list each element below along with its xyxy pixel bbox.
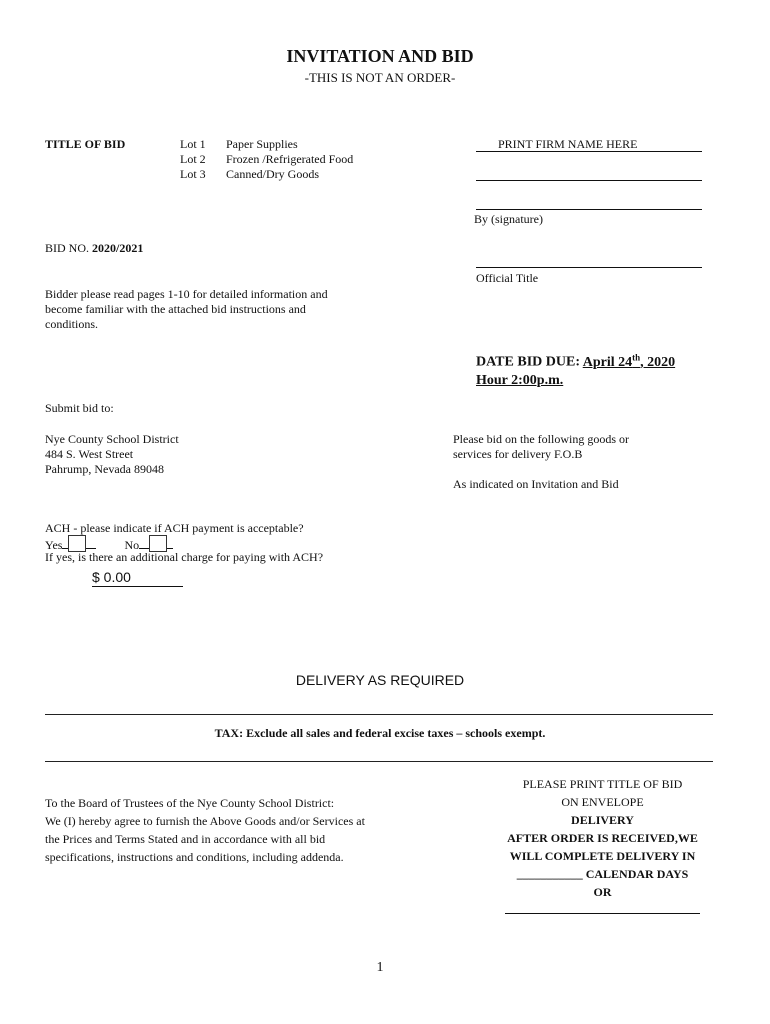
lots-table (180, 137, 353, 182)
agreement-line: specifications, instructions and conditions, including addenda. (45, 850, 344, 864)
date-bid-due (476, 348, 675, 390)
lot-number: Lot 1 (180, 137, 206, 151)
title-of-bid-label: TITLE OF BID (45, 137, 126, 151)
ach-charge-question: If yes, is there an additional charge for paying with ACH? (45, 550, 324, 564)
agreement-line: We (I) hereby agree to furnish the Above Goods and/or Services at (45, 814, 365, 828)
official-title-label: Official Title (476, 271, 539, 285)
delivery-terms-block (490, 775, 715, 901)
lot-number: Lot 3 (180, 167, 206, 181)
address-line: Nye County School District (45, 432, 179, 446)
calendar-days-field[interactable]: ___________ CALENDAR DAYS (516, 867, 689, 881)
print-firm-name-label: PRINT FIRM NAME HERE (498, 137, 638, 151)
delivery-line: WILL COMPLETE DELIVERY IN (509, 849, 696, 863)
address-line: Pahrump, Nevada 89048 (45, 462, 164, 476)
firm-name-line[interactable] (476, 151, 702, 152)
bid-number (45, 241, 143, 256)
lot-row (180, 152, 353, 167)
fob-text (453, 432, 629, 462)
official-title-line[interactable] (476, 267, 702, 268)
instruction-line: Bidder please read pages 1-10 for detailed information and (45, 287, 328, 301)
lot-row (180, 137, 353, 152)
date-due-year: , 2020 (640, 354, 676, 370)
bid-number-label: BID NO. (45, 241, 89, 255)
hour-due: Hour 2:00p.m. (476, 372, 564, 388)
instruction-line: conditions. (45, 317, 98, 331)
instruction-line: become familiar with the attached bid instructions and (45, 302, 306, 316)
bidder-instructions (45, 287, 328, 332)
ach-charge-input[interactable]: $ 0.00 (92, 568, 183, 587)
firm-name-line-2[interactable] (476, 180, 702, 181)
agreement-text (45, 794, 365, 866)
delivery-line: AFTER ORDER IS RECEIVED,WE (507, 831, 698, 845)
envelope-note: ON ENVELOPE (561, 795, 644, 809)
date-due-suffix: th (632, 352, 641, 362)
date-due-label: DATE BID DUE: (476, 354, 580, 370)
ach-no-label: No (124, 538, 140, 552)
fob-indicated: As indicated on Invitation and Bid (453, 477, 619, 491)
page-title: INVITATION AND BID (286, 46, 474, 66)
signature-line[interactable] (476, 209, 702, 210)
ach-yes-label: Yes (45, 538, 63, 552)
fob-line: Please bid on the following goods or (453, 432, 629, 446)
page-subtitle: -THIS IS NOT AN ORDER- (304, 70, 456, 85)
alternate-delivery-line[interactable] (505, 913, 700, 914)
address-line: 484 S. West Street (45, 447, 134, 461)
submit-address (45, 432, 179, 477)
agreement-line: the Prices and Terms Stated and in accordance with all bid (45, 832, 326, 846)
divider (45, 761, 713, 762)
date-due-value (582, 352, 676, 370)
page-number: 1 (376, 960, 384, 975)
divider (45, 714, 713, 715)
lot-description: Canned/Dry Goods (226, 167, 319, 181)
or-label: OR (593, 885, 612, 899)
delivery-label: DELIVERY (571, 813, 634, 827)
lot-description: Paper Supplies (226, 137, 298, 151)
lot-description: Frozen /Refrigerated Food (226, 152, 354, 166)
agreement-line: To the Board of Trustees of the Nye County School District: (45, 796, 335, 810)
ach-question: ACH - please indicate if ACH payment is acceptable? (45, 521, 304, 535)
print-title-note: PLEASE PRINT TITLE OF BID (522, 777, 683, 791)
lot-row (180, 167, 353, 182)
lot-number: Lot 2 (180, 152, 206, 166)
signature-label: By (signature) (474, 212, 543, 226)
date-due-day: April 24 (582, 354, 633, 370)
delivery-heading: DELIVERY AS REQUIRED (295, 672, 465, 688)
tax-notice: TAX: Exclude all sales and federal excise taxes – schools exempt. (214, 726, 546, 740)
submit-bid-label: Submit bid to: (45, 401, 114, 415)
fob-line: services for delivery F.O.B (453, 447, 583, 461)
bid-number-value: 2020/2021 (92, 241, 144, 255)
